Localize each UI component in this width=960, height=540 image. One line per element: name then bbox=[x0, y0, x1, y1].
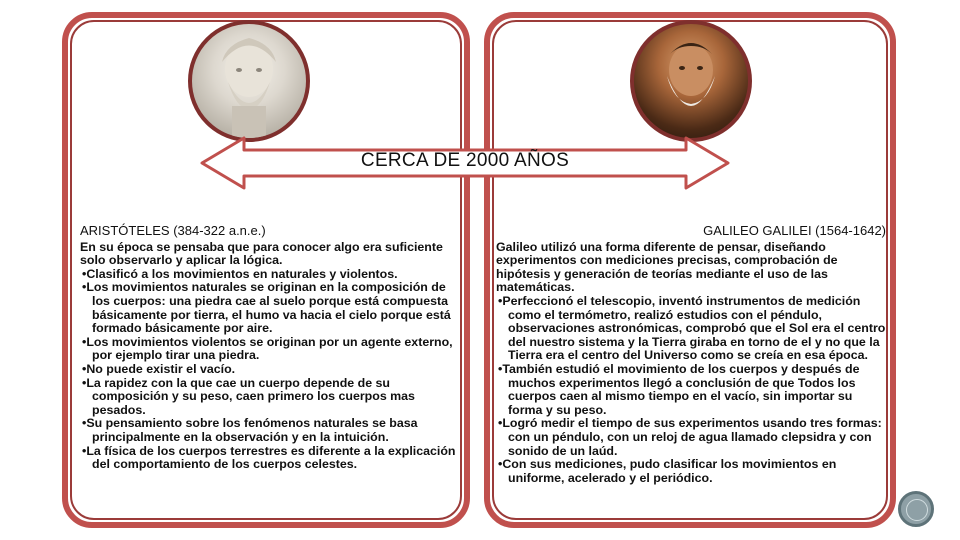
next-slide-button[interactable] bbox=[898, 491, 934, 527]
aristotle-text-block bbox=[80, 224, 460, 472]
galileo-title: GALILEO GALILEI (1564-1642) bbox=[703, 223, 886, 238]
aristotle-bullet: •La rapidez con la que cae un cuerpo depende de su composición y su peso, caen primero los cuerpos mas pesados. bbox=[82, 375, 415, 417]
aristotle-bullet: •Los movimientos violentos se originan por un agente externo, por ejemplo tirar una piedra. bbox=[82, 334, 453, 363]
aristotle-bullet: •Clasificó a los movimientos en naturales y violentos. bbox=[82, 266, 398, 281]
galileo-bullet: •Con sus mediciones, pudo clasificar los movimientos en uniforme, acelerado y el periódico. bbox=[498, 457, 837, 485]
galileo-bullet: •Logró medir el tiempo de sus experimentos usando tres formas: con un péndulo, con un reloj de agua llamado clepsidra y con sonido de un laúd. bbox=[498, 416, 882, 458]
galileo-intro: Galileo utilizó una forma diferente de pensar, diseñando experimentos con mediciones precisas, comprobación de hipótesis y generación de teorías mediante el uso de las matemáticas. bbox=[496, 239, 838, 295]
galileo-bullet: •Perfeccionó el telescopio, inventó instrumentos de medición como el termómetro, realizó estudios con el péndulo, observaciones astronómicas, comprobó que el Sol era el centro del nuestro sistema y la Tierra giraba en torno de el y no que la Tierra era el centro del Universo como se creía en esa época. bbox=[498, 293, 886, 363]
aristotle-intro: En su época se pensaba que para conocer algo era suficiente solo observarlo y aplicar la lógica. bbox=[80, 239, 443, 268]
banner-text: CERCA DE 2000 AÑOS bbox=[360, 150, 570, 171]
aristotle-bullet: •Su pensamiento sobre los fenómenos naturales se basa principalmente en la observación y en la intuición. bbox=[82, 416, 418, 444]
aristotle-bust-image bbox=[188, 20, 310, 142]
galileo-bullet: •También estudió el movimiento de los cuerpos y después de muchos experimentos llegó a conclusión de que Todos los cuerpos caen al mismo tiempo en el vacío, sin importar su forma y su peso. bbox=[498, 361, 860, 417]
galileo-portrait-image bbox=[630, 20, 752, 142]
aristotle-bullet: •La física de los cuerpos terrestres es diferente a la explicación del comportamiento de los cuerpos celestes. bbox=[82, 443, 456, 472]
galileo-text-block bbox=[496, 224, 886, 485]
aristotle-bullet: •Los movimientos naturales se originan en la composición de los cuerpos: una piedra cae al suelo porque está compuesta básicamente por tierra, el humo va hacia el cielo porque está formado básicamente por aire. bbox=[82, 280, 451, 336]
aristotle-title: ARISTÓTELES (384-322 a.n.e.) bbox=[80, 223, 266, 238]
aristotle-bullet: •No puede existir el vacío. bbox=[82, 361, 236, 376]
